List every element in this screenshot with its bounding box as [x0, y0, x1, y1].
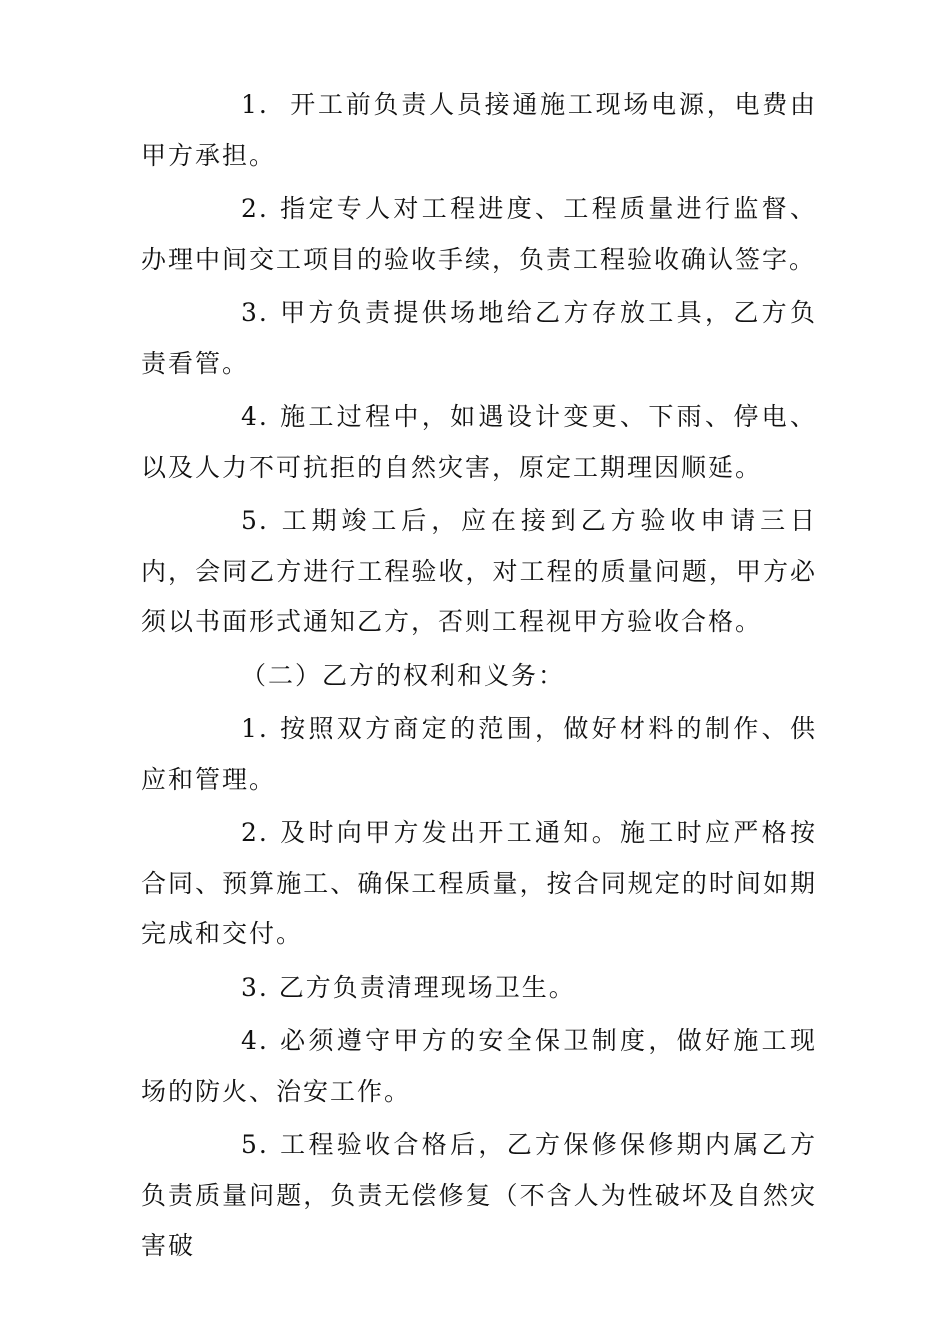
- paragraph-b-3: 3. 乙方负责清理现场卫生。: [241, 972, 576, 1002]
- paragraph-a-5: 5. 工期竣工后，应在接到乙方验收申请三日内，会同乙方进行工程验收，对工程的质量问题，甲方必须以书面形式通知乙方，否则工程视甲方验收合格。: [141, 506, 817, 636]
- document-body: [141, 80, 817, 1275]
- paragraph-a-4: 4. 施工过程中，如遇设计变更、下雨、停电、以及人力不可抗拒的自然灾害，原定工期理因顺延。: [141, 402, 817, 482]
- paragraph-a-3: 3. 甲方负责提供场地给乙方存放工具，乙方负责看管。: [141, 298, 817, 378]
- paragraph-b-5: 5. 工程验收合格后，乙方保修保修期内属乙方负责质量问题，负责无偿修复（不含人为性破坏及自然灾害破: [141, 1130, 817, 1260]
- paragraph-b-1: 1. 按照双方商定的范围，做好材料的制作、供应和管理。: [141, 714, 817, 794]
- paragraph-b-2: 2. 及时向甲方发出开工通知。施工时应严格按合同、预算施工、确保工程质量，按合同规定的时间如期完成和交付。: [141, 818, 817, 948]
- section-heading-party-b: （二）乙方的权利和义务：: [241, 660, 566, 690]
- paragraph-b-4: 4. 必须遵守甲方的安全保卫制度，做好施工现场的防火、治安工作。: [141, 1026, 817, 1106]
- paragraph-a-1: 1. 开工前负责人员接通施工现场电源，电费由甲方承担。: [141, 90, 817, 170]
- paragraph-a-2: 2. 指定专人对工程进度、工程质量进行监督、办理中间交工项目的验收手续，负责工程验收确认签字。: [141, 194, 817, 274]
